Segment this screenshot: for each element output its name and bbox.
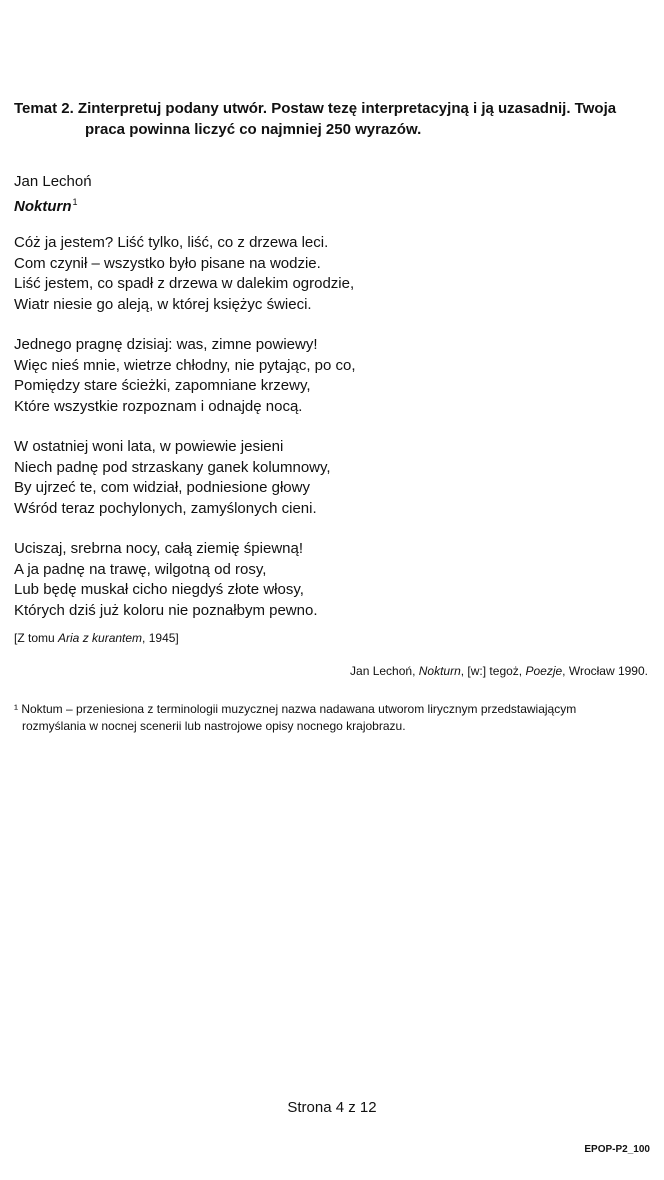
footnote-line-1: ¹ Noktum – przeniesiona z terminologii muzycznej nazwa nadawana utworom lirycznym przedstawiającym	[14, 702, 577, 716]
biblio-author: Jan Lechoń,	[350, 664, 419, 678]
verse-line: Lub będę muskał cicho niegdyś złote włosy,	[14, 581, 304, 598]
page-number: Strona 4 z 12	[287, 1099, 377, 1116]
verse-line: A ja padnę na trawę, wilgotną od rosy,	[14, 560, 267, 578]
verse-line: Które wszystkie rozpoznam i odnajdę nocą.	[14, 397, 303, 415]
verse-line: By ujrzeć te, com widział, podniesione głowy	[14, 479, 310, 496]
poem-body	[14, 233, 644, 641]
biblio-middle: , [w:] tegoż,	[460, 664, 526, 678]
footnote-mark: 1	[72, 197, 78, 207]
footnote	[14, 701, 634, 735]
biblio-book: Poezje	[525, 664, 563, 678]
footnote-line-2: rozmyślania w nocnej scenerii lub nastrojowe opisy nocnego krajobrazu.	[22, 719, 406, 733]
verse-line: Więc nieś mnie, wietrze chłodny, nie pytając, po co,	[14, 356, 356, 374]
source-prefix: [Z tomu	[14, 631, 59, 645]
stanza	[14, 335, 644, 417]
stanza	[14, 437, 644, 519]
verse-line: Których dziś już koloru nie poznałbym pewno.	[14, 601, 318, 619]
task-instruction	[14, 98, 654, 140]
task-instruction-line-1: Temat 2. Zinterpretuj podany utwór. Postaw tezę interpretacyjną i ją uzasadnij. Twoja	[14, 100, 617, 117]
verse-line: Niech padnę pod strzaskany ganek kolumnowy,	[14, 458, 331, 476]
source-suffix: , 1945]	[142, 631, 179, 645]
poem-author: Jan Lechoń	[14, 173, 92, 190]
poem-title	[14, 192, 78, 217]
verse-line: Uciszaj, srebrna nocy, całą ziemię śpiewną!	[14, 540, 304, 557]
source-book: Aria z kurantem	[58, 631, 143, 645]
stanza	[14, 233, 644, 315]
stanza	[14, 539, 644, 621]
verse-line: Liść jestem, co spadł z drzewa w dalekim ogrodzie,	[14, 275, 355, 292]
task-instruction-line-2: praca powinna liczyć co najmniej 250 wyrazów.	[85, 121, 422, 138]
verse-line: Wśród teraz pochylonych, zamyślonych cieni.	[14, 499, 317, 517]
biblio-work: Nokturn	[418, 664, 461, 678]
verse-line: Com czynił – wszystko było pisane na wodzie.	[14, 254, 321, 272]
bibliography	[350, 663, 648, 679]
verse-line: Jednego pragnę dzisiaj: was, zimne powiewy!	[14, 336, 318, 353]
verse-line: Pomiędzy stare ścieżki, zapomniane krzewy,	[14, 377, 311, 394]
verse-line: Wiatr niesie go aleją, w której księżyc świeci.	[14, 295, 312, 313]
verse-line: Cóż ja jestem? Liść tylko, liść, co z drzewa leci.	[14, 234, 329, 251]
biblio-end: , Wrocław 1990.	[562, 664, 648, 678]
poem-title-text: Nokturn	[14, 198, 72, 215]
verse-line: W ostatniej woni lata, w powiewie jesieni	[14, 438, 284, 455]
exam-code: EPOP-P2_100	[584, 1144, 650, 1155]
source-note	[14, 630, 179, 646]
